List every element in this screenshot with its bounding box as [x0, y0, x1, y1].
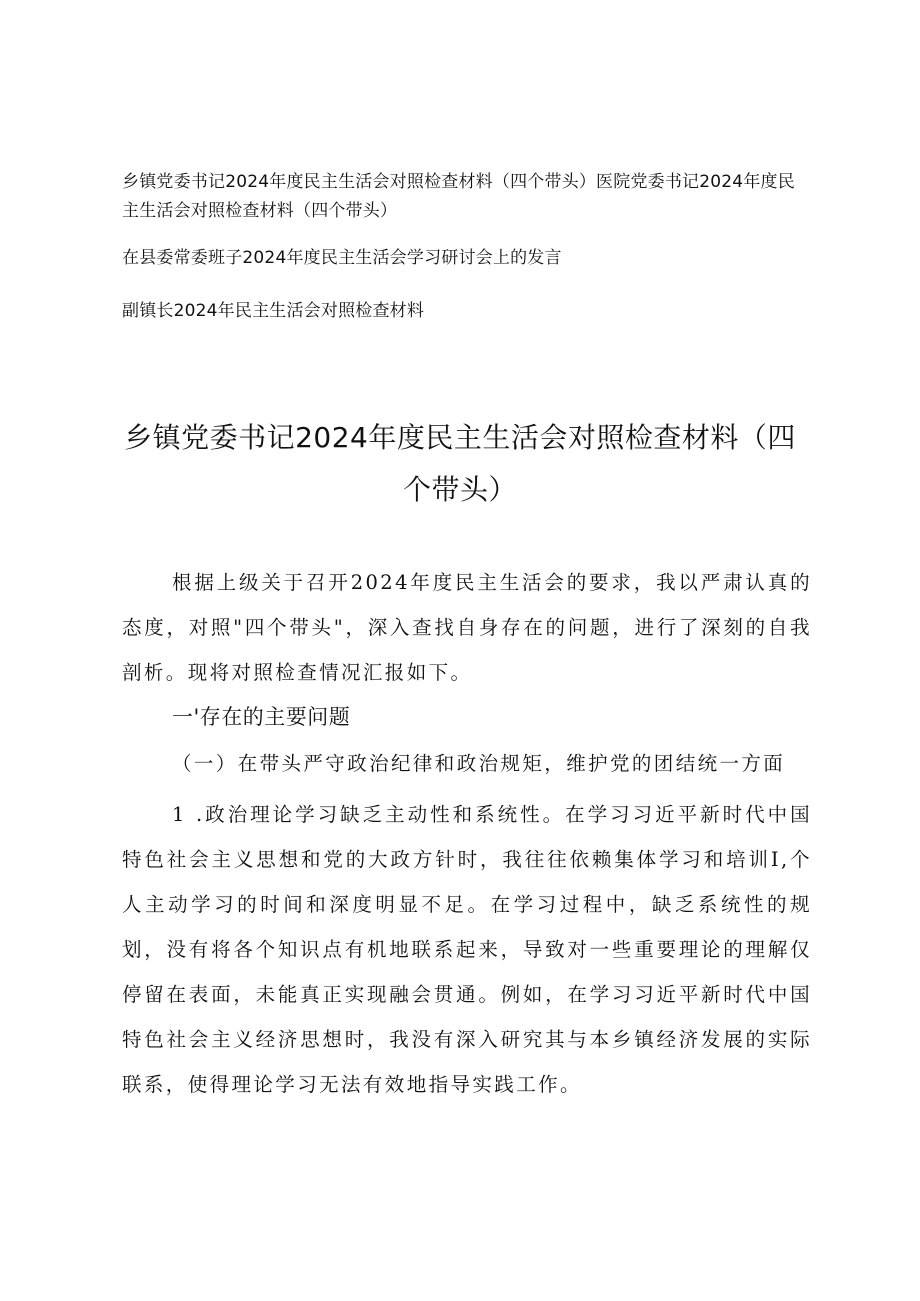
toc-item-2: 在县委常委班子2024年度民主生活会学习研讨会上的发言	[122, 248, 562, 268]
toc-item-3: 副镇长2024年民主生活会对照检查材料	[122, 301, 425, 321]
document-title: 乡镇党委书记2024年度民主生活会对照检查材料（四个带头）	[124, 421, 796, 506]
sub-heading: （一）在带头严守政治纪律和政治规矩，维护党的团结统一方面	[172, 752, 786, 775]
table-of-contents	[122, 168, 812, 326]
document-body	[122, 560, 812, 1107]
intro-paragraph: 根据上级关于召开2024年度民主生活会的要求，我以严肃认真的态度，对照"四个带头"，深入查找自身存在的问题，进行了深刻的自我剖析。现将对照检查情况汇报如下。	[122, 571, 812, 684]
toc-item-1: 乡镇党委书记2024年度民主生活会对照检查材料（四个带头）医院党委书记2024年度民主生活会对照检查材料（四个带头）	[122, 172, 795, 221]
section-heading: 一'存在的主要问题	[172, 705, 351, 729]
point-paragraph: 1 .政治理论学习缺乏主动性和系统性。在学习习近平新时代中国特色社会主义思想和党的大政方针时，我往往依赖集体学习和培训I,个人主动学习的时间和深度明显不足。在学习过程中，缺乏系统性的规划，没有将各个知识点有机地联系起来，导致对一些重要理论的理解仅停留在表面，未能真正实现融会贯通。例如，在学习习近平新时代中国特色社会主义经济思想时，我没有深入研究其与本乡镇经济发展的实际联系，使得理论学习无法有效地指导实践工作。	[122, 803, 812, 1096]
